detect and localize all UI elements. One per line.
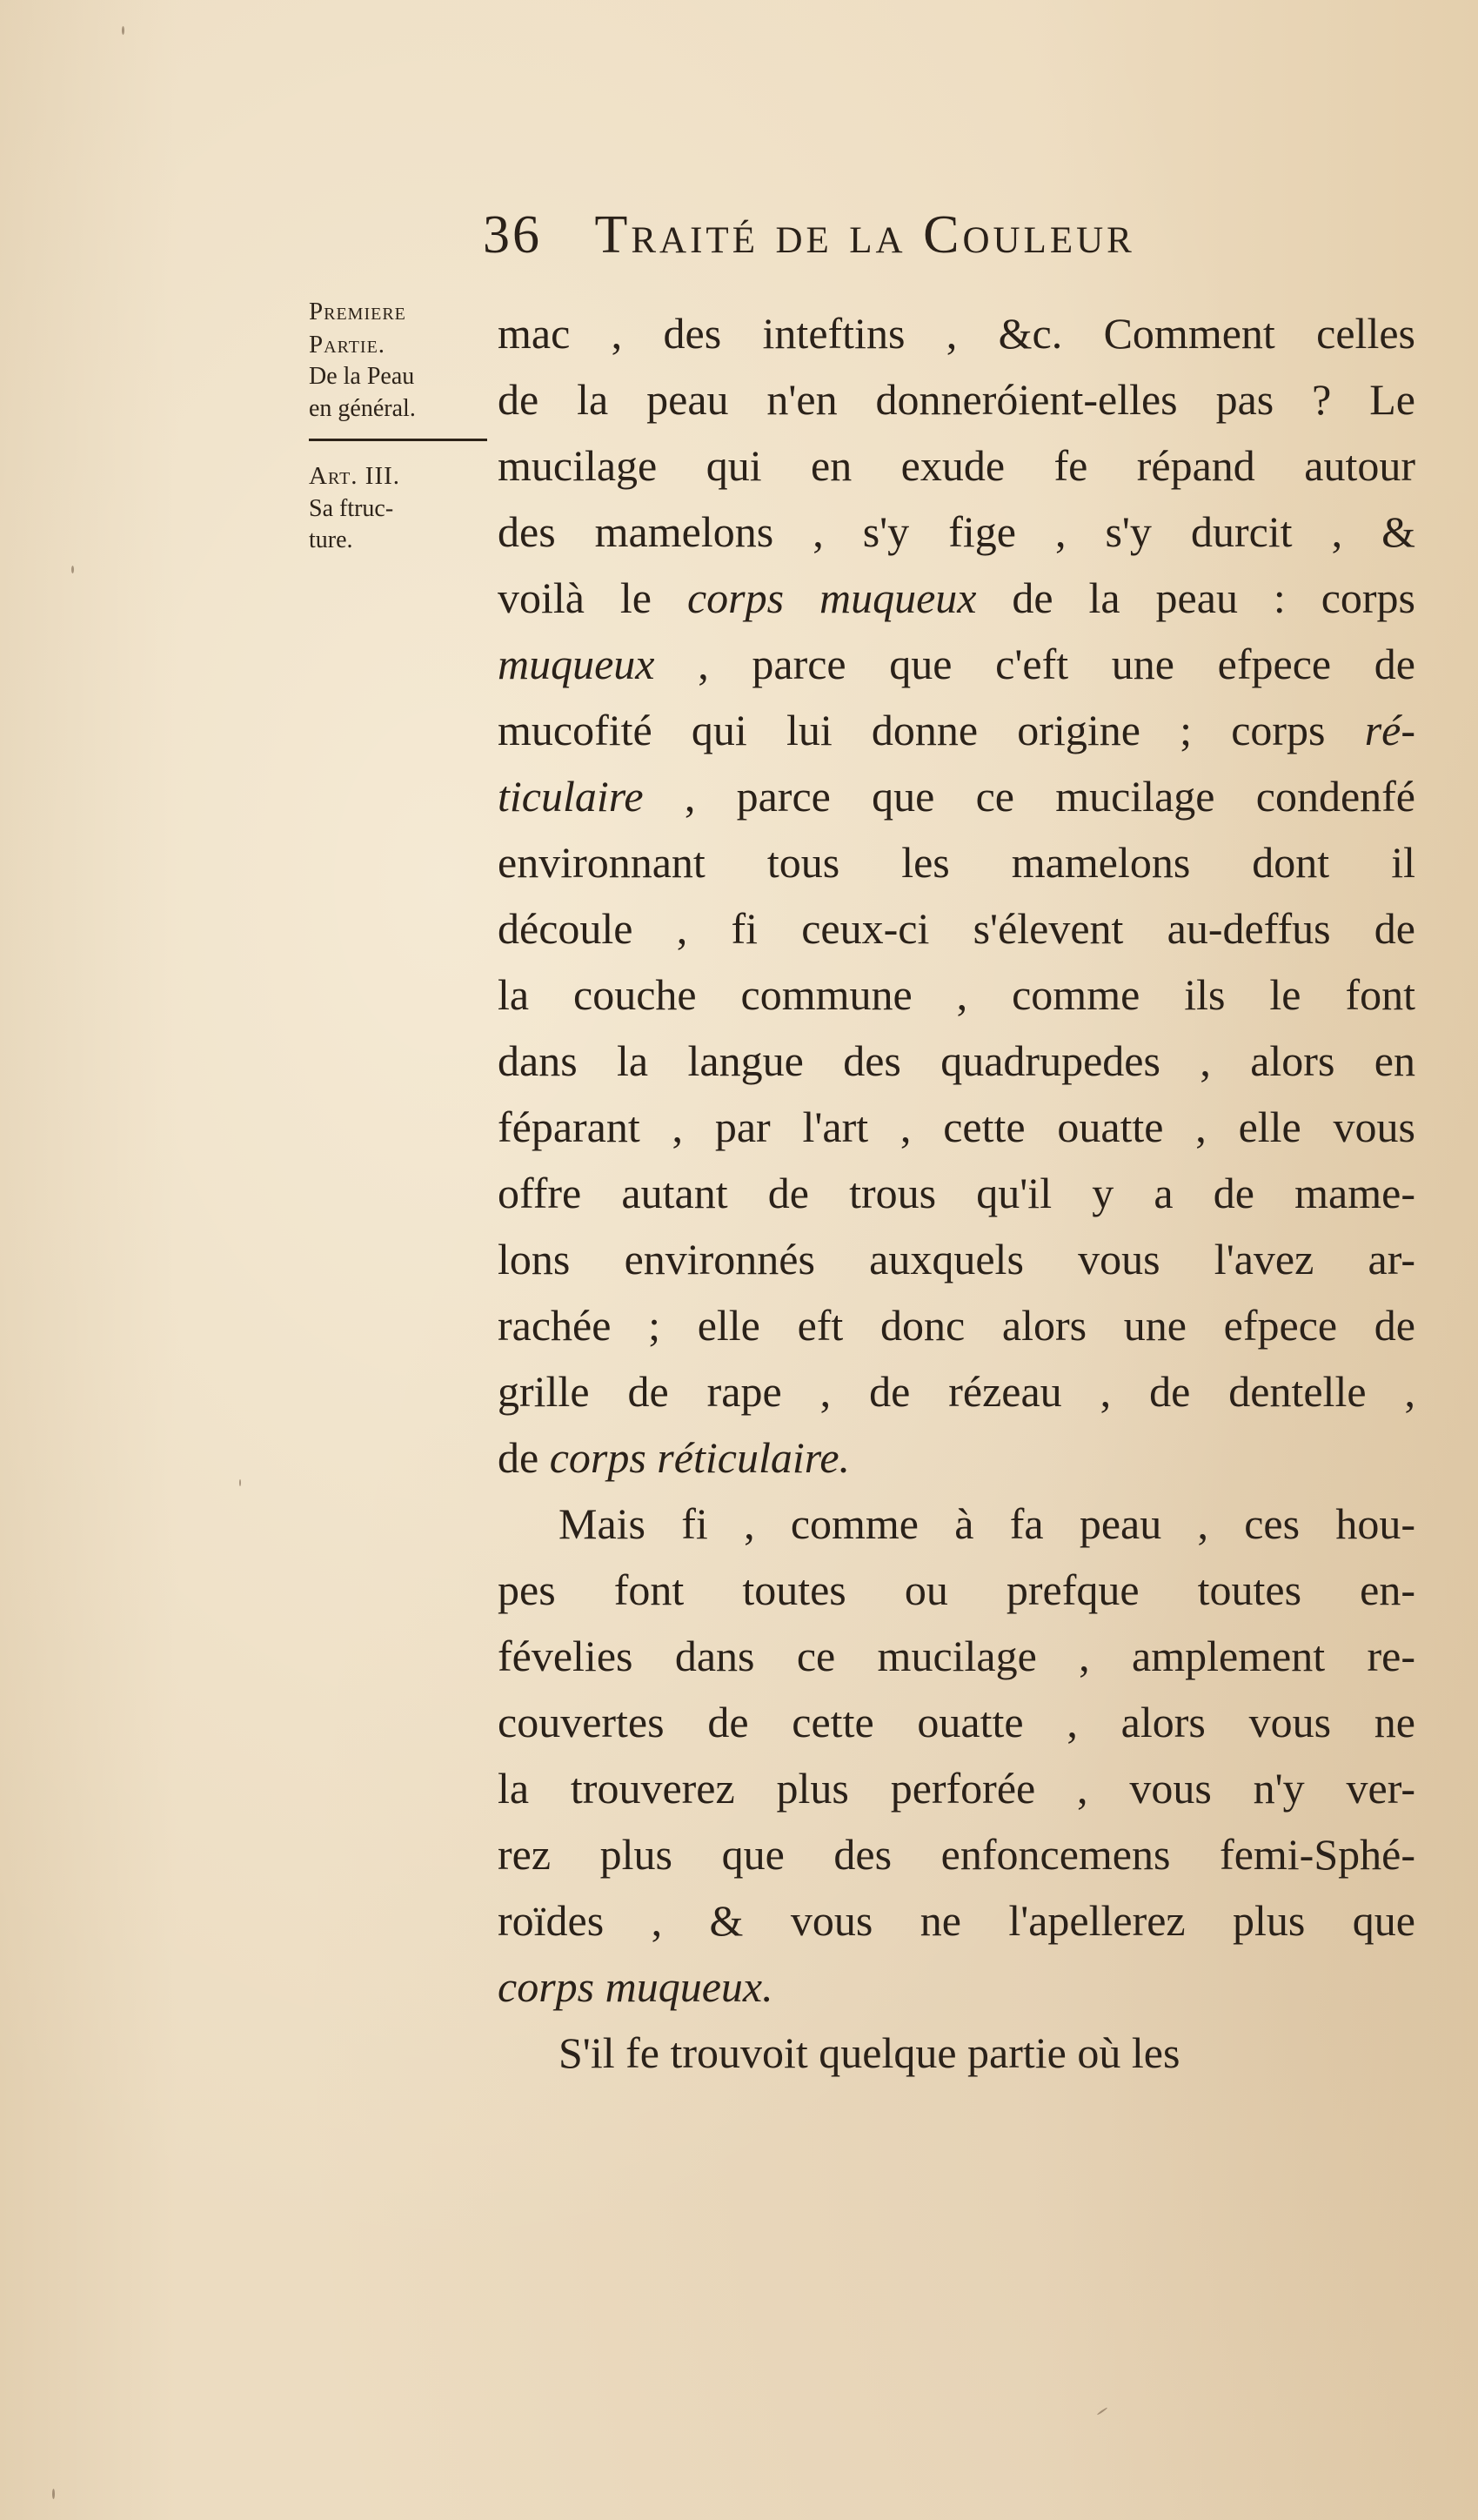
text-run: mucilage qui en exude fe répand autour — [498, 441, 1415, 490]
text-line — [498, 300, 1415, 366]
text-line — [498, 1954, 1415, 2020]
text-run: de la peau n'en donneróient-elles pas ? Le — [498, 375, 1415, 424]
text-line — [498, 631, 1415, 697]
text-run: lons environnés auxquels vous l'avez ar- — [498, 1235, 1415, 1283]
italic-term: muqueux — [498, 640, 655, 688]
text-line — [498, 1887, 1415, 1954]
text-line — [498, 1226, 1415, 1292]
text-run: S'il fe trouvoit quelque partie où les — [558, 2028, 1180, 2077]
margin-subject-1: De la Peau — [309, 363, 415, 391]
text-line — [498, 1491, 1415, 1557]
text-line — [498, 1028, 1415, 1094]
text-line — [498, 1358, 1415, 1424]
text-line — [498, 829, 1415, 895]
italic-term: corps muqueux — [686, 573, 977, 622]
text-line — [498, 895, 1415, 962]
margin-article: Art. III. — [309, 462, 401, 491]
text-run: mucofité qui lui donne origine ; corps — [498, 706, 1365, 754]
text-run: de — [498, 1433, 550, 1482]
text-line — [498, 1292, 1415, 1358]
text-line — [498, 1160, 1415, 1226]
running-title: Traité de la Couleur — [594, 205, 1135, 265]
paper-speck — [122, 26, 124, 35]
text-run: , parce que ce mucilage condenfé — [643, 772, 1415, 821]
text-run: la trouverez plus perforée , vous n'y ver- — [498, 1764, 1415, 1813]
italic-term: ticulaire — [498, 772, 644, 821]
margin-subject-2: en général. — [309, 394, 416, 422]
text-line — [498, 962, 1415, 1028]
paper-speck — [71, 566, 74, 573]
text-line — [498, 2020, 1415, 2086]
paper-speck — [239, 1479, 241, 1486]
text-run: roïdes , & vous ne l'apellerez plus que — [498, 1896, 1415, 1945]
text-run: de la peau : corps — [976, 573, 1416, 622]
italic-term: ré- — [1364, 706, 1415, 754]
text-run: mac , des inteftins , &c. Comment celles — [498, 309, 1415, 358]
text-run: rachée ; elle eft donc alors une efpece de — [498, 1301, 1415, 1350]
text-run: grille de rape , de rézeau , de dentelle , — [498, 1367, 1415, 1416]
text-line — [498, 1623, 1415, 1689]
text-run: dans la langue des quadrupedes , alors en — [498, 1036, 1415, 1085]
text-run: rez plus que des enfoncemens femi-Sphé- — [498, 1830, 1415, 1879]
text-line — [498, 1557, 1415, 1623]
text-line — [498, 1755, 1415, 1821]
page-number: 36 — [483, 205, 542, 265]
text-line — [498, 499, 1415, 565]
text-line — [498, 697, 1415, 763]
text-run: févelies dans ce mucilage , amplement re- — [498, 1632, 1415, 1680]
italic-term: corps muqueux. — [498, 1962, 773, 2011]
paper-speck — [1097, 2407, 1108, 2416]
text-run: des mamelons , s'y fige , s'y durcit , & — [498, 507, 1415, 556]
text-run: offre autant de trous qu'il y a de mame- — [498, 1169, 1415, 1217]
text-line — [498, 1821, 1415, 1887]
margin-part-2: Partie. — [309, 330, 386, 359]
italic-term: corps réticulaire. — [549, 1433, 851, 1482]
text-run: Mais fi , comme à fa peau , ces hou- — [558, 1499, 1415, 1548]
text-run: pes font toutes ou prefque toutes en- — [498, 1565, 1415, 1614]
text-run: environnant tous les mamelons dont il — [498, 838, 1415, 887]
margin-part: Premiere — [309, 298, 406, 325]
running-header — [483, 204, 1405, 274]
text-line — [498, 366, 1415, 432]
text-run: couvertes de cette ouatte , alors vous ne — [498, 1698, 1415, 1746]
body-text — [498, 300, 1415, 2086]
text-run: féparant , par l'art , cette ouatte , elle vous — [498, 1102, 1415, 1151]
text-line — [498, 1424, 1415, 1491]
margin-topic-2: ture. — [309, 526, 353, 554]
text-run: la couche commune , comme ils le font — [498, 970, 1415, 1019]
margin-rule — [309, 439, 487, 441]
text-run: découle , fi ceux-ci s'élevent au-deffus de — [498, 904, 1415, 953]
text-line — [498, 432, 1415, 499]
text-line — [498, 1094, 1415, 1160]
text-line — [498, 565, 1415, 631]
text-line — [498, 1689, 1415, 1755]
margin-topic-1: Sa ftruc- — [309, 494, 394, 522]
text-run: , parce que c'eft une efpece de — [654, 640, 1415, 688]
text-line — [498, 763, 1415, 829]
margin-note — [309, 296, 496, 557]
paper-speck — [52, 2489, 55, 2499]
text-run: voilà le — [498, 573, 687, 622]
